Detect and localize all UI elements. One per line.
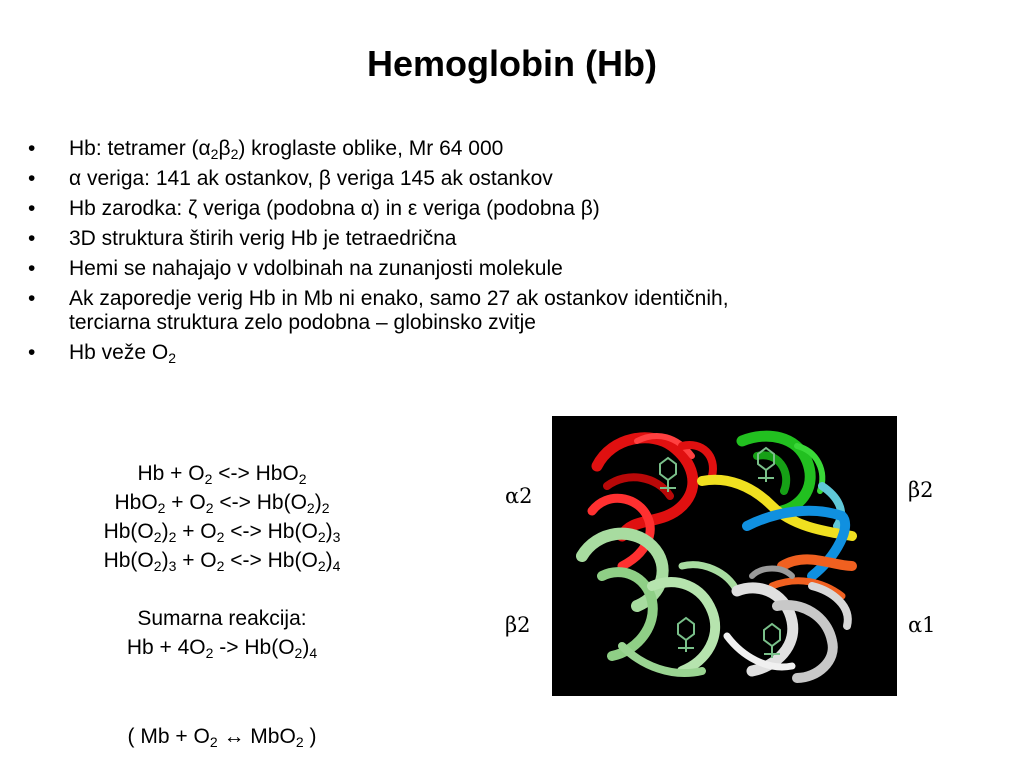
bullet-item: • 3D struktura štirih verig Hb je tetraedrična bbox=[28, 227, 457, 250]
summary-label: Sumarna reakcija: bbox=[137, 607, 307, 630]
bullet-item: • Hb: tetramer $(\alpha_2\beta_2)$ kroglaste oblike, Mr 64 000 bbox=[28, 137, 504, 162]
chain-label-alpha2: α2 bbox=[505, 484, 533, 508]
reaction-line-3: $Hb(O_2)_2 + O_2$ <-> $Hb(O_2)_3$ bbox=[103, 520, 341, 545]
summary-reaction: $Hb + 4O_2 -> Hb(O_2)_4$ bbox=[126, 636, 318, 661]
bullet-marker: • bbox=[28, 197, 36, 220]
bullet-marker: • bbox=[28, 167, 36, 190]
bullet-marker: • bbox=[28, 287, 36, 310]
bullet-item: • Ak zaporedje verig Hb in Mb ni enako, samo 27 ak ostankov identičnih, terciarna struktura zelo podobna – globinsko zvitje bbox=[28, 287, 729, 334]
hemoglobin-structure-image bbox=[552, 416, 897, 696]
bullet-item: • Hb veže $O_2$ bbox=[28, 341, 177, 366]
reaction-equations bbox=[72, 459, 372, 662]
chain-label-alpha1: α1 bbox=[908, 613, 936, 637]
slide-title: Hemoglobin (Hb) bbox=[367, 43, 657, 84]
reaction-line-4: $Hb(O_2)_3 + O_2$ <-> $Hb(O_2)_4$ bbox=[103, 549, 341, 574]
reaction-line-2: $HbO_2 + O_2$ <-> $Hb(O_2)_2$ bbox=[114, 491, 330, 516]
chain-label-beta2-left: β2 bbox=[505, 613, 531, 637]
myoglobin-reaction: ( $Mb + O_2$ ↔ MbO$_2$ ) bbox=[127, 725, 317, 750]
bullet-item: • Hb zarodka: ζ veriga (podobna α) in ε veriga (podobna β) bbox=[28, 197, 600, 220]
bullet-list bbox=[28, 137, 958, 371]
bullet-item: • α veriga: 141 ak ostankov, β veriga 145 ak ostankov bbox=[28, 167, 553, 190]
bullet-marker: • bbox=[28, 341, 36, 364]
hemoglobin-ribbon-illustration bbox=[552, 416, 897, 696]
bullet-marker: • bbox=[28, 227, 36, 250]
bullet-marker: • bbox=[28, 137, 36, 160]
bullet-marker: • bbox=[28, 257, 36, 280]
chain-label-beta2-right: β2 bbox=[908, 478, 934, 502]
bullet-item: • Hemi se nahajajo v vdolbinah na zunanjosti molekule bbox=[28, 257, 563, 280]
reaction-line-1: $Hb + O_2$ <-> HbO$_2$ bbox=[137, 462, 307, 487]
